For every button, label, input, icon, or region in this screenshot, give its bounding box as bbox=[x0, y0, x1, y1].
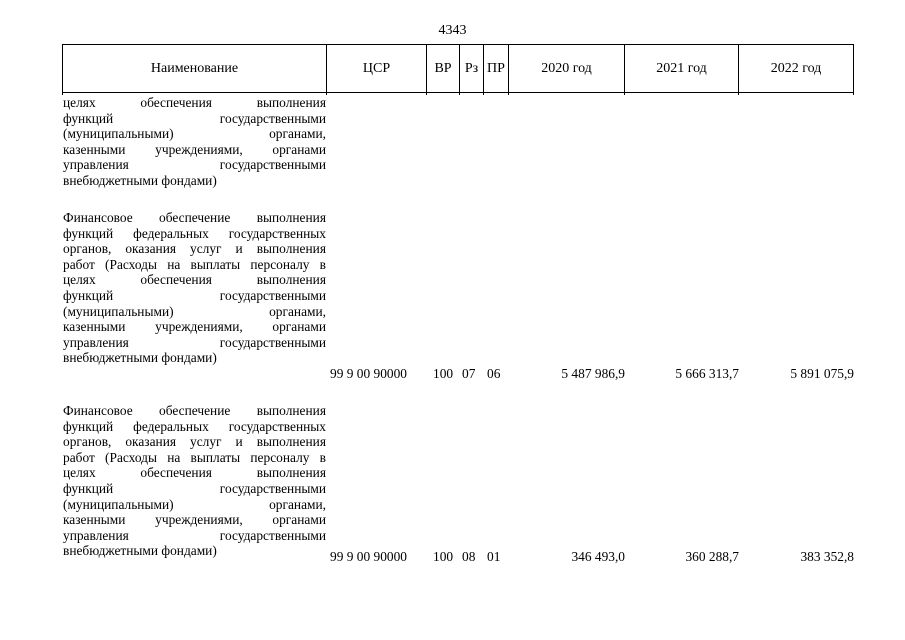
header-2022: 2022 год bbox=[770, 61, 822, 76]
cell-rz: 07 bbox=[462, 366, 476, 381]
column-divider bbox=[853, 92, 854, 95]
name-line: работ (Расходы на выплаты персоналу в bbox=[63, 449, 326, 465]
name-line: работ (Расходы на выплаты персоналу в bbox=[63, 256, 326, 272]
name-line: внебюджетными фондами) bbox=[63, 350, 217, 366]
name-line: управления государственными bbox=[63, 527, 326, 543]
column-divider bbox=[483, 92, 484, 95]
cell-2020: 5 487 986,9 bbox=[561, 366, 625, 381]
page-number: 4343 bbox=[438, 23, 467, 38]
name-line: функций федеральных государственных bbox=[63, 225, 326, 241]
name-line: (муниципальными) органами, bbox=[63, 496, 326, 512]
cell-2021: 5 666 313,7 bbox=[675, 366, 739, 381]
row-name-continued bbox=[63, 95, 326, 189]
name-line: органов, оказания услуг и выполнения bbox=[63, 241, 326, 257]
table-header bbox=[62, 44, 854, 92]
header-bottom-rule bbox=[62, 92, 854, 93]
name-line: целях обеспечения выполнения bbox=[63, 465, 326, 481]
column-divider bbox=[426, 92, 427, 95]
name-line: функций государственными bbox=[63, 110, 326, 126]
name-line: управления государственными bbox=[63, 334, 326, 350]
cell-csr: 99 9 00 90000 bbox=[330, 549, 407, 564]
name-line: (муниципальными) органами, bbox=[63, 303, 326, 319]
name-line: внебюджетными фондами) bbox=[63, 172, 217, 188]
column-divider bbox=[326, 92, 327, 95]
column-divider bbox=[459, 92, 460, 95]
row-name bbox=[63, 403, 326, 559]
name-line: (муниципальными) органами, bbox=[63, 126, 326, 142]
name-line: казенными учреждениями, органами bbox=[63, 319, 326, 335]
cell-2020: 346 493,0 bbox=[571, 549, 625, 564]
column-divider bbox=[738, 92, 739, 95]
cell-vr: 100 bbox=[433, 366, 454, 381]
header-csr: ЦСР bbox=[327, 45, 427, 93]
name-line: функций государственными bbox=[63, 480, 326, 496]
name-line: целях обеспечения выполнения bbox=[63, 272, 326, 288]
column-divider bbox=[624, 92, 625, 95]
name-line: целях обеспечения выполнения bbox=[63, 95, 326, 110]
cell-pr: 06 bbox=[487, 366, 501, 381]
header-name: Наименование bbox=[63, 45, 327, 93]
header-2020: 2020 год bbox=[509, 45, 625, 93]
name-line: функций государственными bbox=[63, 287, 326, 303]
row-name bbox=[63, 210, 326, 366]
name-line: внебюджетными фондами) bbox=[63, 543, 217, 559]
name-line: Финансовое обеспечение выполнения bbox=[63, 210, 326, 225]
header-pr: ПР bbox=[484, 45, 509, 93]
cell-vr: 100 bbox=[433, 549, 454, 564]
name-line: казенными учреждениями, органами bbox=[63, 141, 326, 157]
cell-2022: 383 352,8 bbox=[800, 549, 854, 564]
header-2021: 2021 год bbox=[625, 45, 739, 93]
name-line: функций федеральных государственных bbox=[63, 418, 326, 434]
header-vr: ВР bbox=[427, 45, 460, 93]
column-divider bbox=[508, 92, 509, 95]
cell-rz: 08 bbox=[462, 549, 476, 564]
cell-pr: 01 bbox=[487, 549, 501, 564]
cell-2022: 5 891 075,9 bbox=[790, 366, 854, 381]
cell-2021: 360 288,7 bbox=[685, 549, 739, 564]
name-line: казенными учреждениями, органами bbox=[63, 512, 326, 528]
cell-csr: 99 9 00 90000 bbox=[330, 366, 407, 381]
name-line: органов, оказания услуг и выполнения bbox=[63, 434, 326, 450]
header-rz: Рз bbox=[460, 45, 484, 93]
name-line: Финансовое обеспечение выполнения bbox=[63, 403, 326, 418]
name-line: управления государственными bbox=[63, 157, 326, 173]
